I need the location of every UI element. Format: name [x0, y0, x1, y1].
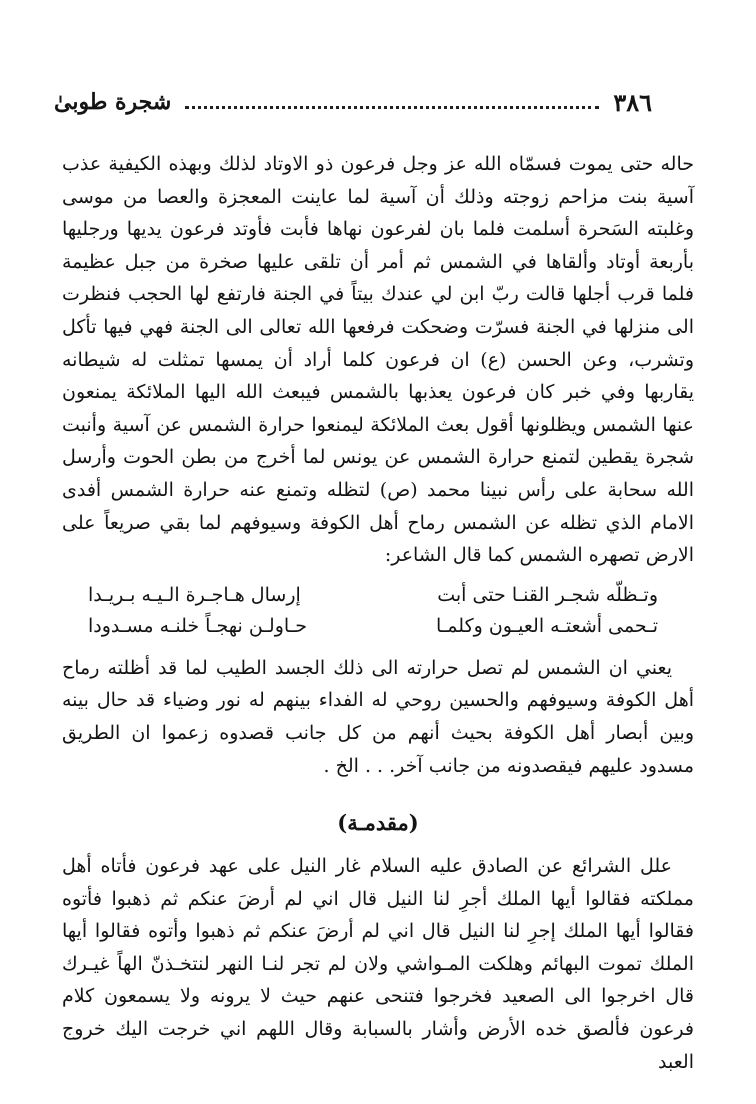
poem — [88, 580, 658, 642]
page-body — [62, 148, 694, 1078]
paragraph: حاله حتى يموت فسمّاه الله عز وجل فرعون ذو الاوتاد لذلك وبهذه الكيفية عذب آسية بنت مزاحم زوجته وذلك أن آسية لما عاينت المعجزة والعصا من موسى وغلبته السَحرة أسلمت فلما بان لفرعون نهاها فأبت فأوتد فرعون يديها ورجليها بأربعة أوتاد وألقاها في الشمس ثم أمر أن تلقى عليها صخرة من جبل عظيمة فلما قرب أجلها قالت ربّ ابن لي عندك بيتاً في الجنة فارتفع لها الحجب فنظرت الى منزلها في الجنة فسرّت وضحكت فرفعها الله تعالى الى الجنة فهي فيها تأكل وتشرب، وعن الحسن (ع) ان فرعون كلما أراد أن يمسها تمثلت له شيطانه يقاربها وفي خبر كان فرعون يعذبها بالشمس فيبعث الله اليها الملائكة يمنعون عنها الشمس ويظلونها أقول بعث الملائكة ليمنعوا حرارة الشمس عن آسية وأنبت شجرة يقطين لتمنع حرارة الشمس عن يونس لما أخرج من بطن الحوت وأرسل الله سحابة على رأس نبينا محمد (ص) لتظله وتمنع عنه حرارة الشمس أفدى الامام الذي تظله عن الشمس رماح أهل الكوفة وسيوفهم لما بقي صريعاً على الارض تصهره الشمس كما قال الشاعر: — [62, 153, 694, 567]
poem-verse — [88, 611, 658, 642]
running-title: شجرة طوبىٰ — [54, 89, 172, 115]
paragraph: علل الشرائع عن الصادق عليه السلام غار النيل على عهد فرعون فأتاه أهل مملكته فقالوا أيها الملك أجرِ لنا النيل قال اني لم أرضَ عنكم ثم ذهبوا فأتوه فقالوا أيها الملك إجرِ لنا النيل قال اني لم أرضَ عنكم ثم ذهبوا وأتوه فقالوا أيها الملك تموت البهائم وهلكت المـواشي ولان لم تجر لنـا النهر لنتخـذنّ الهاً غيـرك قال اخرجوا الى الصعيد فخرجوا فتنحى عنهم حيث لا يرونه ولا يسمعون كلام فرعون فألصق خده الأرض وأشار بالسبابة وقال اللهم اني خرجت اليك خروج العبد — [62, 855, 694, 1073]
page-header — [54, 82, 652, 122]
section-title: (مقدمـة) — [337, 810, 419, 836]
header-dot-leader — [185, 106, 599, 109]
poem-hemistich: وتـظلّه شجـر القنـا حتى أبت — [437, 583, 658, 606]
paragraph: يعني ان الشمس لم تصل حرارته الى ذلك الجسد الطيب لما قد أظلته رماح أهل الكوفة وسيوفهم والحسين روحي له الفداء بينهم له نور وضياء قد حال بينه وبين أبصار أهل الكوفة بحيث أنهم من كل جانب قصدوه زعموا ان الطريق مسدود عليهم فيقصدونه من جانب آخر. . . الخ . — [62, 656, 694, 777]
poem-verse — [88, 580, 658, 611]
poem-hemistich: حـاولـن نهجـاً خلنـه مسـدودا — [88, 614, 307, 637]
page-number: ٣٨٦ — [613, 87, 652, 117]
poem-hemistich: تـحمى أشعتـه العيـون وكلمـا — [435, 614, 658, 637]
poem-hemistich: إرسال هـاجـرة الـيـه بـريـدا — [88, 583, 301, 606]
